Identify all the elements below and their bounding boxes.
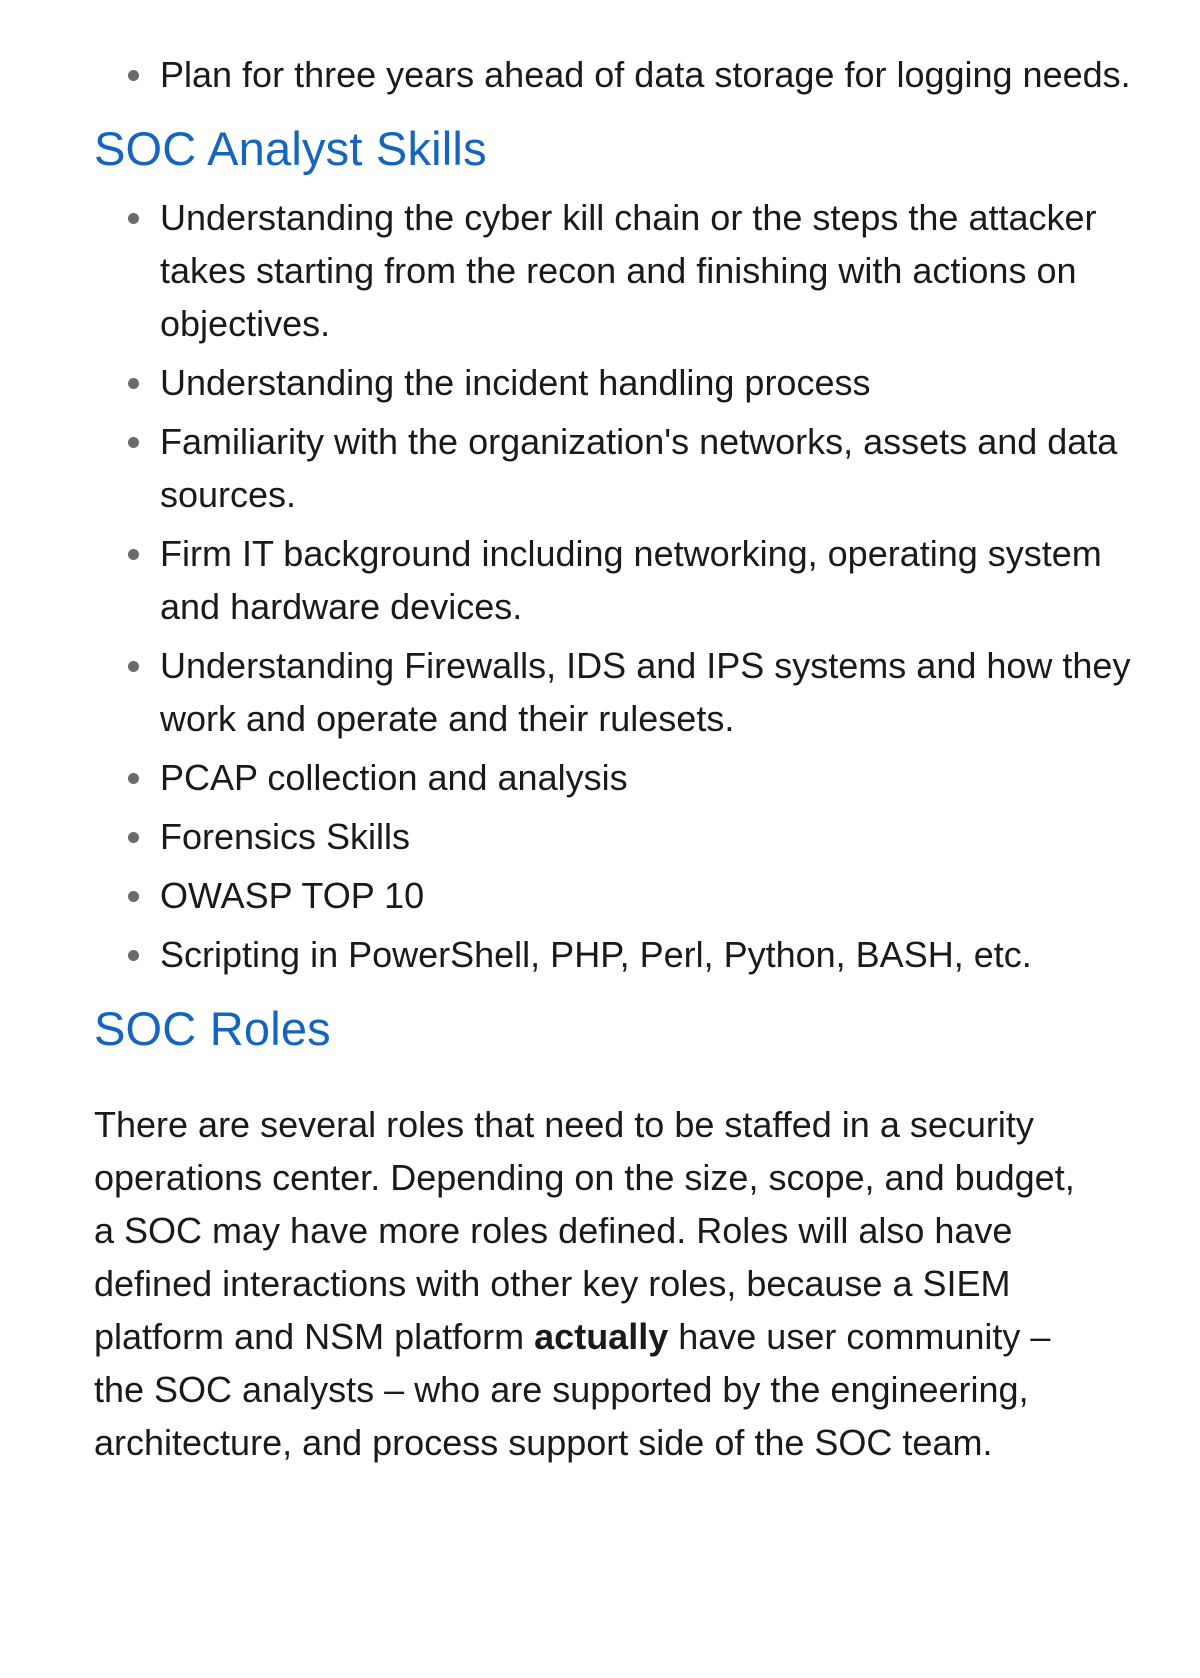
bullet-dot [128,213,139,224]
list-item-text: Understanding the incident handling process [160,362,871,404]
list-item [160,48,1144,101]
roles-paragraph-text-start: There are several roles that need to be staffed in a security operations center. Depending on the size, scope, and budget, a SOC may have more roles defined. Roles will also have defined interactions with other key roles, because a SIEM platform and NSM platform [94,1103,1075,1357]
bullet-dot [128,437,139,448]
list-item [160,928,1144,981]
roles-paragraph-bold-text: actually [534,1315,669,1357]
list-item-text: OWASP TOP 10 [160,875,425,917]
list-item [160,527,1144,633]
bullet-dot [128,549,139,560]
bullet-dot [128,832,139,843]
roles-heading: SOC Roles [94,1002,331,1056]
list-item [160,810,1144,863]
roles-paragraph [94,1098,1104,1469]
list-item [160,191,1144,350]
bullet-dot [128,891,139,902]
list-item-text: Forensics Skills [160,816,411,858]
bullet-dot [128,950,139,961]
list-item-text: Understanding Firewalls, IDS and IPS systems and how they work and operate and their rulesets. [160,645,1131,740]
skills-bullet-list [94,191,1144,981]
list-item-text: Firm IT background including networking, operating system and hardware devices. [160,533,1102,628]
list-item-text: Understanding the cyber kill chain or the steps the attacker takes starting from the recon and finishing with actions on objectives. [160,197,1097,345]
list-item [160,356,1144,409]
bullet-dot [128,661,139,672]
bullet-dot [128,378,139,389]
list-item [160,639,1144,745]
roles-paragraph-text-end: have user community – the SOC analysts – who are supported by the engineering, architecture, and process support side of the SOC team. [94,1315,1051,1463]
list-item-text: Familiarity with the organization's networks, assets and data sources. [160,421,1118,516]
bullet-dot [128,773,139,784]
bullet-dot [128,70,139,81]
list-item-text: Plan for three years ahead of data storage for logging needs. [160,54,1131,95]
list-item-text: PCAP collection and analysis [160,757,628,799]
storage-bullet-list [94,48,1144,101]
list-item [160,869,1144,922]
list-item [160,415,1144,521]
list-item-text: Scripting in PowerShell, PHP, Perl, Python, BASH, etc. [160,934,1032,976]
skills-heading: SOC Analyst Skills [94,122,487,175]
list-item [160,751,1144,804]
